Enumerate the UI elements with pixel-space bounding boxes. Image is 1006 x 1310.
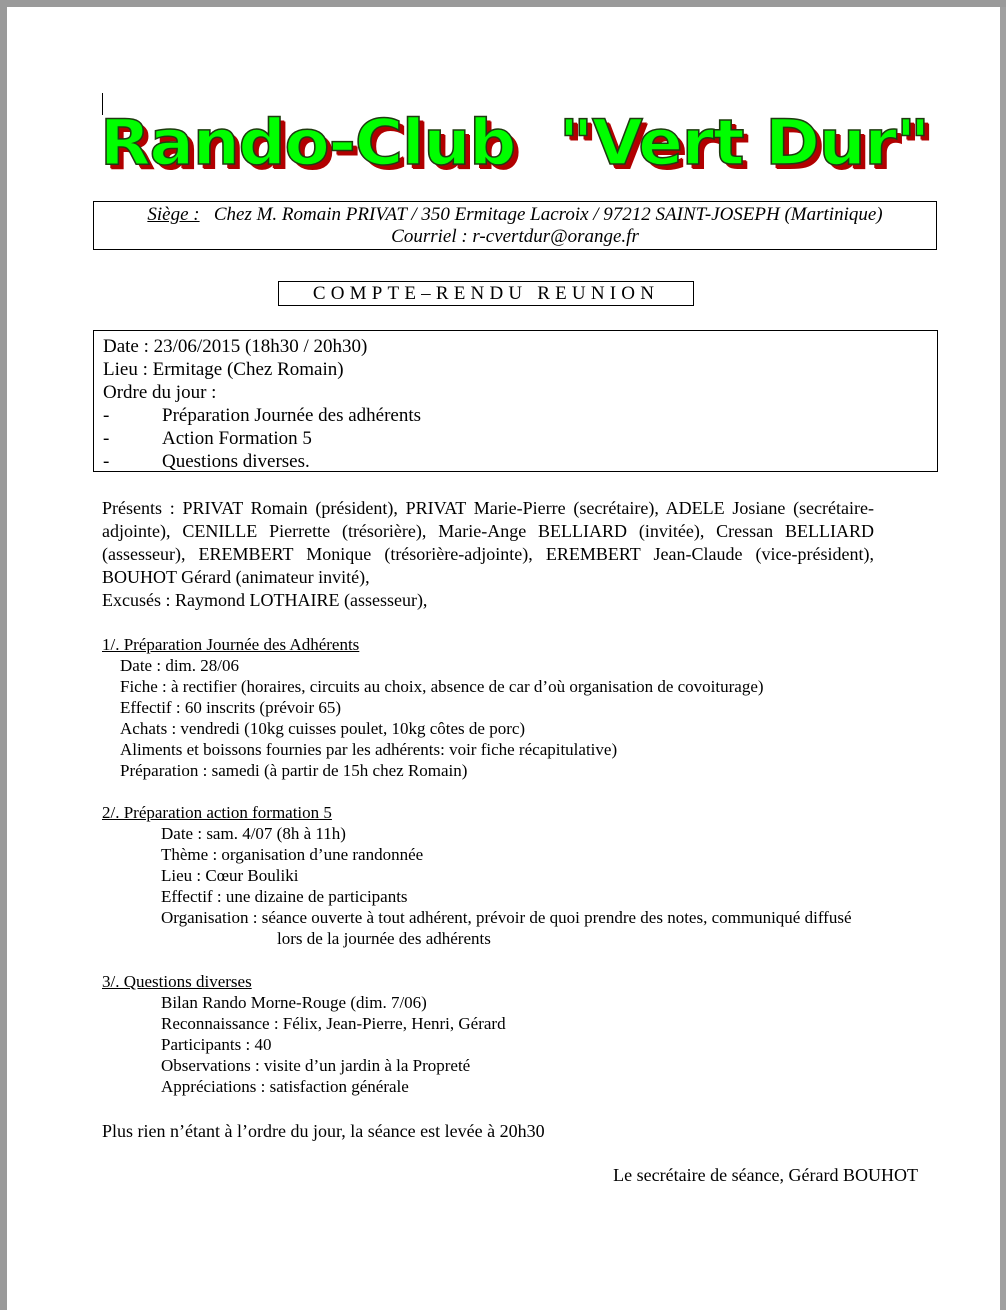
section-heading: 2/. Préparation action formation 5 (102, 803, 332, 822)
section-heading: 1/. Préparation Journée des Adhérents (102, 635, 360, 654)
section-2 (102, 802, 852, 949)
agenda-text: Préparation Journée des adhérents (162, 405, 422, 426)
closing-statement: Plus rien n’étant à l’ordre du jour, la séance est levée à 20h30 (102, 1121, 545, 1141)
section-line: Fiche : à rectifier (horaires, circuits au choix, absence de car d’où organisation de covoiturage) (120, 677, 764, 696)
section-line: Préparation : samedi (à partir de 15h chez Romain) (120, 761, 468, 780)
section-line: Date : dim. 28/06 (120, 656, 239, 675)
section-3 (102, 971, 506, 1097)
club-title: Rando-Club "Vert Dur" (100, 106, 930, 179)
agenda-text: Questions diverses. (162, 451, 310, 472)
meeting-date: Date : 23/06/2015 (18h30 / 20h30) (103, 336, 368, 357)
siege-text: Chez M. Romain PRIVAT / 350 Ermitage Lacroix / 97212 SAINT-JOSEPH (Martinique) (213, 204, 883, 225)
presents-paragraph: Présents : PRIVAT Romain (président), PRIVAT Marie-Pierre (secrétaire), ADELE Josiane (secrétaire-adjointe), CENILLE Pierrette (trésorière), Marie-Ange BELLIARD (invitée), Cressan BELLIARD (assesseur), EREMBERT Monique (trésorière-adjointe), EREMBERT Jean-Claude (vice-président), BOUHOT Gérard (animateur invité), (102, 498, 874, 587)
meeting-location: Lieu : Ermitage (Chez Romain) (103, 359, 344, 380)
section-1 (102, 634, 764, 781)
agenda-text: Action Formation 5 (162, 428, 312, 449)
section-line: Lieu : Cœur Bouliki (161, 866, 299, 885)
siege-line (94, 204, 936, 226)
section-line: Participants : 40 (161, 1035, 272, 1054)
section-line: Observations : visite d’un jardin à la Propreté (161, 1056, 471, 1075)
section-line: Achats : vendredi (10kg cuisses poulet, 10kg côtes de porc) (120, 719, 526, 738)
agenda-item (103, 450, 937, 473)
section-line: Bilan Rando Morne-Rouge (dim. 7/06) (161, 993, 427, 1012)
attendance-block (102, 497, 874, 612)
section-line: Aliments et boissons fournies par les adhérents: voir fiche récapitulative) (120, 740, 618, 759)
agenda-item (103, 427, 937, 450)
signature: Le secrétaire de séance, Gérard BOUHOT (613, 1165, 918, 1185)
agenda-dash: - (103, 405, 110, 426)
agenda-dash: - (103, 451, 110, 472)
meeting-info-box (93, 330, 938, 472)
address-box (93, 201, 937, 250)
report-title: COMPTE–RENDU REUNION (278, 281, 694, 306)
section-line: Appréciations : satisfaction générale (161, 1077, 409, 1096)
section-line: Thème : organisation d’une randonnée (161, 845, 424, 864)
email-line: Courriel : r-cvertdur@orange.fr (391, 226, 639, 247)
section-line-continuation: lors de la journée des adhérents (277, 929, 491, 948)
section-line: Date : sam. 4/07 (8h à 11h) (161, 824, 346, 843)
agenda-label: Ordre du jour : (103, 382, 217, 403)
section-line: Reconnaissance : Félix, Jean-Pierre, Henri, Gérard (161, 1014, 506, 1033)
section-line: Effectif : une dizaine de participants (161, 887, 408, 906)
section-line: Organisation : séance ouverte à tout adhérent, prévoir de quoi prendre des notes, communiqué diffusé (161, 908, 852, 927)
siege-label: Siège : (147, 204, 200, 225)
section-line: Effectif : 60 inscrits (prévoir 65) (120, 698, 342, 717)
agenda-item (103, 404, 937, 427)
agenda-dash: - (103, 428, 110, 449)
section-heading: 3/. Questions diverses (102, 972, 252, 991)
excuses-line: Excusés : Raymond LOTHAIRE (assesseur), (102, 590, 428, 610)
